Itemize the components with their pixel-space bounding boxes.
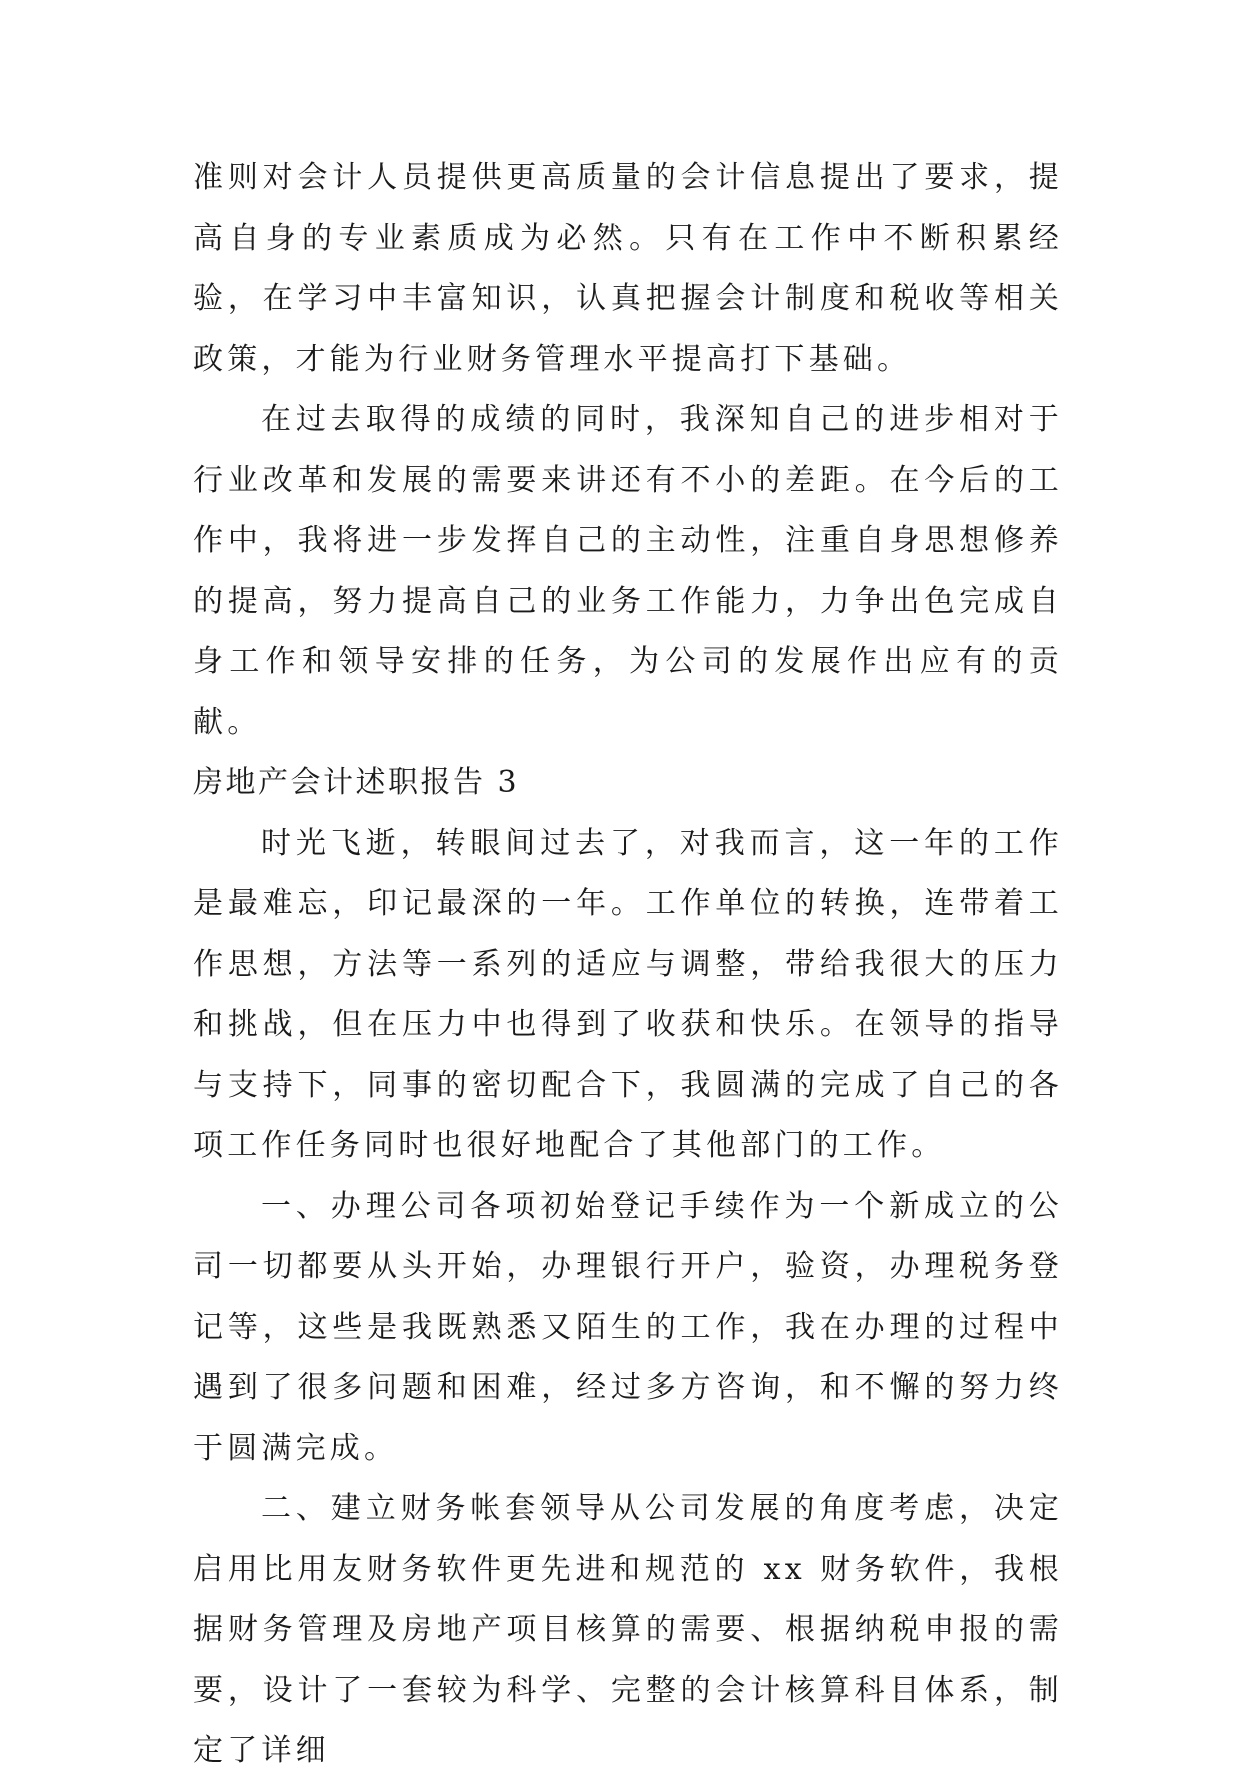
section-title: 房地产会计述职报告 3 <box>193 765 520 800</box>
paragraph-registration: 一、办理公司各项初始登记手续作为一个新成立的公司一切都要从头开始，办理银行开户，验资，办理税务登记等，这些是我既熟悉又陌生的工作，我在办理的过程中遇到了很多问题和困难，经过多方咨询，和不懈的努力终于圆满完成。 <box>193 1188 1063 1466</box>
document-body <box>193 148 1063 1782</box>
paragraph-future-work: 在过去取得的成绩的同时，我深知自己的进步相对于行业改革和发展的需要来讲还有不小的差距。在今后的工作中，我将进一步发挥自己的主动性，注重自身思想修养的提高，努力提高自己的业务工作能力，力争出色完成自身工作和领导安排的任务，为公司的发展作出应有的贡献。 <box>193 402 1063 740</box>
paragraph-year-summary: 时光飞逝，转眼间过去了，对我而言，这一年的工作是最难忘，印记最深的一年。工作单位的转换，连带着工作思想，方法等一系列的适应与调整，带给我很大的压力和挑战，但在压力中也得到了收获和快乐。在领导的指导与支持下，同事的密切配合下，我圆满的完成了自己的各项工作任务同时也很好地配合了其他部门的工作。 <box>193 825 1063 1163</box>
paragraph-accounting-setup: 二、建立财务帐套领导从公司发展的角度考虑，决定启用比用友财务软件更先进和规范的 xx 财务软件，我根据财务管理及房地产项目核算的需要、根据纳税申报的需要，设计了一套较为科学、完整的会计核算科目体系，制定了详细 <box>193 1491 1063 1768</box>
paragraph-accounting-standards: 准则对会计人员提供更高质量的会计信息提出了要求，提高自身的专业素质成为必然。只有在工作中不断积累经验，在学习中丰富知识，认真把握会计制度和税收等相关政策，才能为行业财务管理水平提高打下基础。 <box>193 160 1063 377</box>
